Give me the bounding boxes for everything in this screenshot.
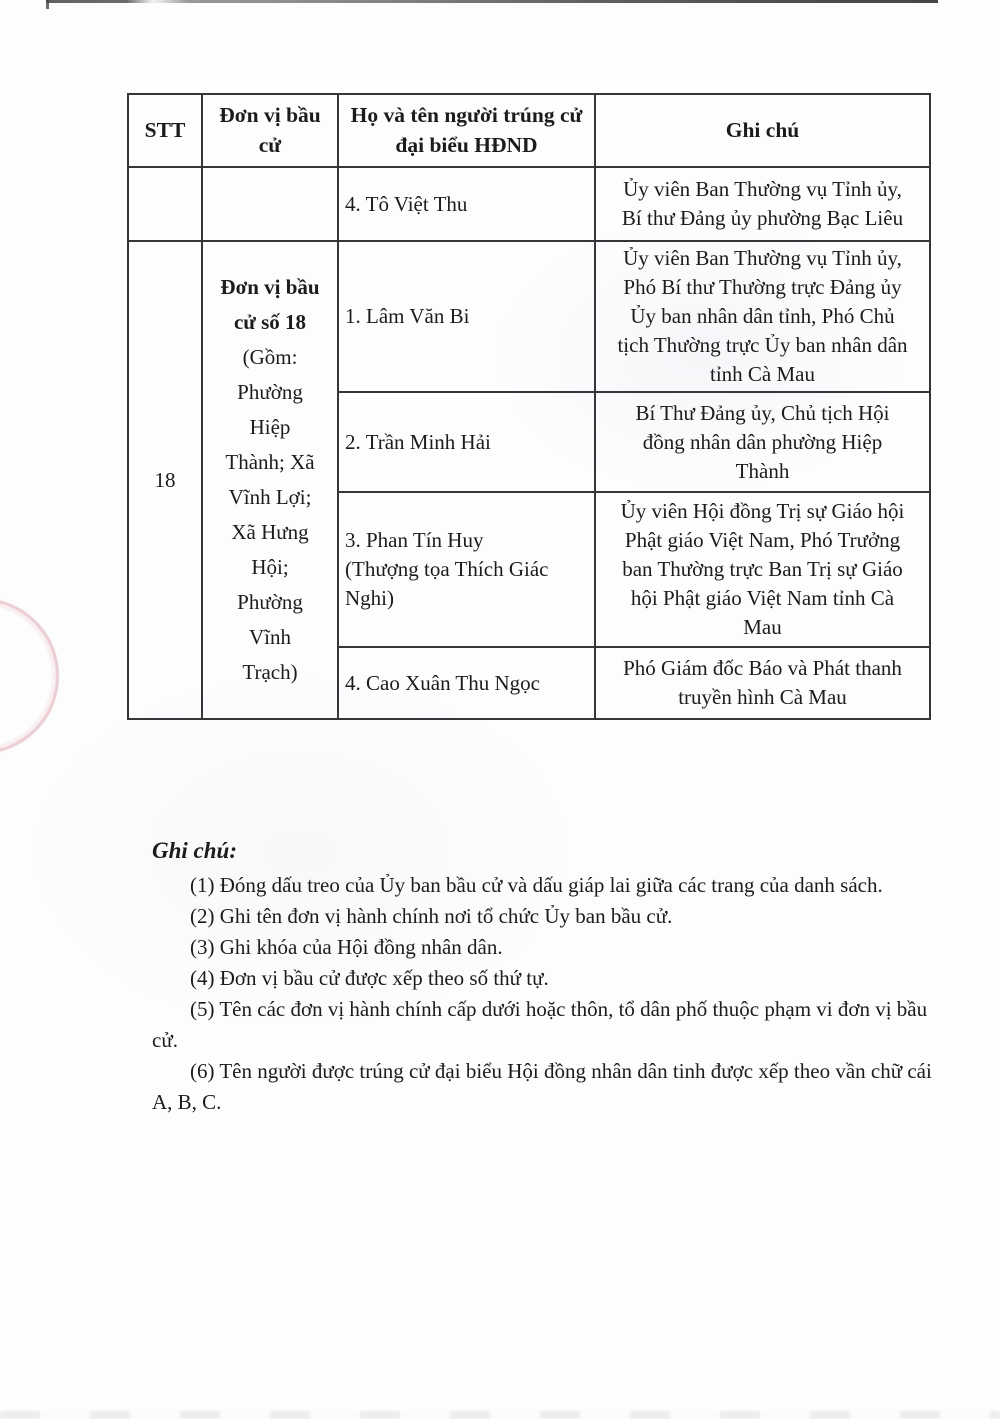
header-stt: STT — [128, 94, 202, 167]
notes-section — [152, 836, 952, 1118]
cell-name-to-viet-thu: 4. Tô Việt Thu — [338, 167, 595, 241]
note-item-6: (6) Tên người được trúng cử đại biểu Hội đồng nhân dân tinh được xếp theo vần chữ cái A, B, C. — [152, 1059, 932, 1114]
scan-artifact-bottom-edge — [0, 1411, 1000, 1419]
cell-name-lam-van-bi: 1. Lâm Văn Bi — [338, 241, 595, 392]
note-item-4: (4) Đơn vị bầu cử được xếp theo số thứ tự. — [190, 966, 549, 990]
cell-note-lam-van-bi: Ủy viên Ban Thường vụ Tỉnh ủy, Phó Bí thư Thường trực Đảng ủy Ủy ban nhân dân tỉnh, Phó Chủ tịch Thường trực Ủy ban nhân dân tỉnh Cà Mau — [595, 241, 930, 392]
scan-artifact-top-edge — [46, 0, 938, 3]
cell-note-tran-minh-hai: Bí Thư Đảng ủy, Chủ tịch Hội đồng nhân dân phường Hiệp Thành — [595, 392, 930, 492]
cell-name-cao-xuan-thu-ngoc: 4. Cao Xuân Thu Ngọc — [338, 647, 595, 719]
notes-heading: Ghi chú: — [152, 838, 237, 863]
red-stamp-arc — [0, 598, 59, 754]
unit-18-detail: (Gồm: Phường Hiệp Thành; Xã Vĩnh Lợi; Xã Hưng Hội; Phường Vĩnh Trạch) — [225, 345, 315, 684]
note-item-1: (1) Đóng dấu treo của Ủy ban bầu cử và dấu giáp lai giữa các trang của danh sách. — [190, 873, 883, 897]
cell-stt-empty — [128, 167, 202, 241]
header-remarks: Ghi chú — [595, 94, 930, 167]
header-electoral-unit: Đơn vị bầu cử — [202, 94, 338, 167]
cell-note-cao-xuan-thu-ngoc: Phó Giám đốc Báo và Phát thanh truyền hình Cà Mau — [595, 647, 930, 719]
cell-unit-empty — [202, 167, 338, 241]
cell-note-to-viet-thu: Ủy viên Ban Thường vụ Tỉnh ủy, Bí thư Đảng ủy phường Bạc Liêu — [595, 167, 930, 241]
cell-name-phan-tin-huy: 3. Phan Tín Huy (Thượng tọa Thích Giác Nghi) — [338, 492, 595, 647]
cell-name-tran-minh-hai: 2. Trần Minh Hải — [338, 392, 595, 492]
cell-stt-18: 18 — [128, 241, 202, 719]
note-item-5: (5) Tên các đơn vị hành chính cấp dưới hoặc thôn, tổ dân phố thuộc phạm vi đơn vị bầu cử. — [152, 997, 928, 1052]
unit-18-title: Đơn vị bầu cử số 18 — [220, 275, 320, 334]
table-header-row — [128, 94, 930, 167]
cell-unit-18-description — [202, 241, 338, 719]
cell-note-phan-tin-huy: Ủy viên Hội đồng Trị sự Giáo hội Phật giáo Việt Nam, Phó Trưởng ban Thường trực Ban Trị sự Giáo hội Phật giáo Việt Nam tỉnh Cà Mau — [595, 492, 930, 647]
note-item-2: (2) Ghi tên đơn vị hành chính nơi tổ chức Ủy ban bầu cử. — [190, 904, 673, 928]
header-elected-name: Họ và tên người trúng cử đại biểu HĐND — [338, 94, 595, 167]
scan-artifact-tick — [46, 0, 49, 9]
election-results-table — [127, 93, 931, 720]
table-row-member-1 — [128, 241, 930, 392]
note-item-3: (3) Ghi khóa của Hội đồng nhân dân. — [190, 935, 503, 959]
table-row-carryover — [128, 167, 930, 241]
